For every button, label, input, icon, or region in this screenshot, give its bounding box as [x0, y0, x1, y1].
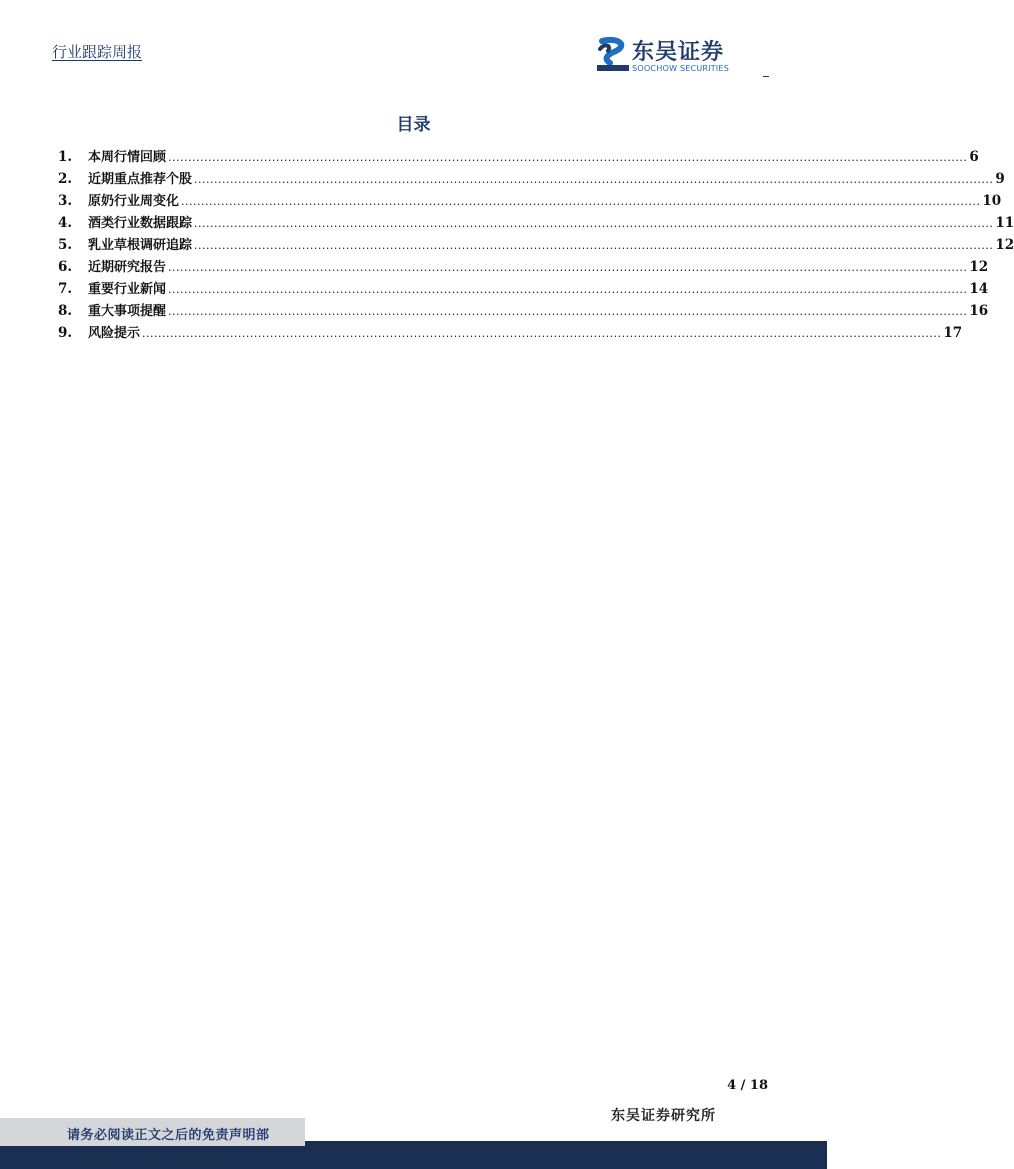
toc-entry-page: 14	[969, 281, 989, 297]
toc-entry-label: 风险提示	[88, 326, 141, 341]
toc-entry-number: 1.	[58, 149, 73, 165]
toc-leader-dots: ........................................................................................................................................................................................................	[168, 283, 968, 296]
page-number: 4 / 18	[727, 1078, 768, 1093]
toc-entry[interactable]	[58, 168, 1005, 190]
toc-entry-page: 17	[943, 325, 963, 341]
toc-entry[interactable]	[58, 234, 1014, 256]
toc-entry[interactable]	[58, 322, 963, 344]
toc-leader-dots: ........................................................................................................................................................................................................	[168, 261, 968, 274]
table-of-contents	[58, 146, 1014, 344]
toc-entry-page: 11	[995, 215, 1014, 231]
toc-entry-page: 9	[995, 171, 1005, 187]
report-type-label: 行业跟踪周报	[52, 43, 143, 61]
logo-name-en: SOOCHOW SECURITIES	[632, 63, 729, 73]
toc-entry-number: 6.	[58, 259, 73, 275]
toc-entry-page: 12	[995, 237, 1014, 253]
scs-logo-icon	[596, 37, 630, 71]
toc-entry-number: 4.	[58, 215, 73, 231]
toc-entry-number: 2.	[58, 171, 73, 187]
toc-entry-number: 3.	[58, 193, 73, 209]
company-logo	[596, 37, 766, 77]
toc-entry-number: 5.	[58, 237, 73, 253]
toc-title: 目录	[396, 115, 431, 135]
toc-entry-label: 近期重点推荐个股	[88, 172, 193, 187]
toc-leader-dots: ........................................................................................................................................................................................................	[168, 305, 968, 318]
toc-entry-page: 12	[969, 259, 989, 275]
toc-entry-label: 本周行情回顾	[88, 150, 167, 165]
toc-entry[interactable]	[58, 256, 989, 278]
toc-leader-dots: ........................................................................................................................................................................................................	[142, 327, 942, 340]
toc-entry[interactable]	[58, 190, 1002, 212]
logo-name-cn: 东吴证券	[632, 40, 725, 65]
toc-entry[interactable]	[58, 278, 989, 300]
toc-entry-page: 16	[969, 303, 989, 319]
toc-entry[interactable]	[58, 300, 989, 322]
toc-entry-label: 近期研究报告	[88, 260, 167, 275]
toc-entry[interactable]	[58, 212, 1014, 234]
toc-entry-number: 8.	[58, 303, 73, 319]
toc-entry-number: 7.	[58, 281, 73, 297]
toc-entry-page: 10	[982, 193, 1002, 209]
toc-entry-label: 重大事项提醒	[88, 304, 167, 319]
toc-leader-dots: ........................................................................................................................................................................................................	[181, 195, 981, 208]
toc-entry-page: 6	[969, 149, 979, 165]
toc-leader-dots: ........................................................................................................................................................................................................	[194, 173, 994, 186]
toc-entry-label: 酒类行业数据跟踪	[88, 216, 193, 231]
toc-leader-dots: ........................................................................................................................................................................................................	[194, 217, 994, 230]
toc-entry-label: 乳业草根调研追踪	[88, 238, 193, 253]
institute-name: 东吴证券研究所	[611, 1108, 716, 1124]
toc-entry-label: 重要行业新闻	[88, 282, 167, 297]
header-mark	[763, 76, 769, 77]
toc-leader-dots: ........................................................................................................................................................................................................	[194, 239, 994, 252]
toc-leader-dots: ........................................................................................................................................................................................................	[168, 151, 968, 164]
toc-entry-number: 9.	[58, 325, 73, 341]
disclaimer-text: 请务必阅读正文之后的免责声明部	[67, 1128, 270, 1143]
toc-entry-label: 原奶行业周变化	[88, 194, 180, 209]
toc-entry[interactable]	[58, 146, 979, 168]
